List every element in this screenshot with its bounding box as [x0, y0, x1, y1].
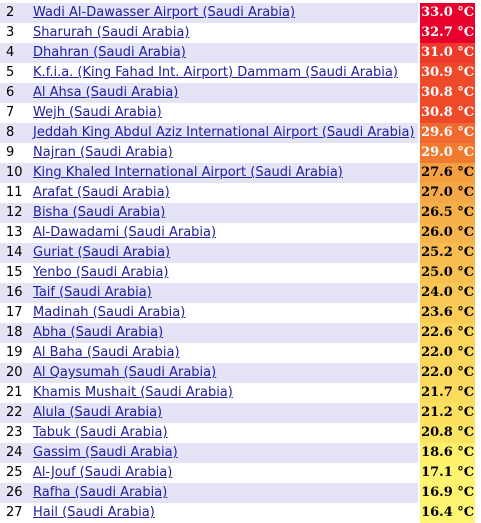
table-row — [0, 423, 481, 443]
station-link[interactable]: K.f.i.a. (King Fahad Int. Airport) Dammam (Saudi Arabia) — [33, 65, 398, 80]
station-link[interactable]: Al-Dawadami (Saudi Arabia) — [33, 225, 217, 240]
row-end-spacer — [475, 183, 481, 203]
row-end-spacer — [475, 483, 481, 503]
temperature-cell: 33.0 °C — [418, 3, 476, 23]
row-end-spacer — [475, 383, 481, 403]
temperature-cell: 21.7 °C — [418, 383, 476, 403]
temperature-cell: 20.8 °C — [418, 423, 476, 443]
station-cell — [33, 503, 418, 523]
station-link[interactable]: Gassim (Saudi Arabia) — [33, 445, 178, 460]
row-end-spacer — [475, 323, 481, 343]
station-link[interactable]: Rafha (Saudi Arabia) — [33, 485, 168, 500]
table-row — [0, 503, 481, 523]
station-link[interactable]: Alula (Saudi Arabia) — [33, 405, 163, 420]
table-body — [0, 3, 481, 523]
table-row — [0, 43, 481, 63]
temperature-ranking-table — [0, 3, 481, 523]
table-row — [0, 303, 481, 323]
station-link[interactable]: Wadi Al-Dawasser Airport (Saudi Arabia) — [33, 5, 296, 20]
temperature-cell: 30.9 °C — [418, 63, 476, 83]
temperature-cell: 27.6 °C — [418, 163, 476, 183]
rank-cell: 21 — [0, 383, 33, 403]
temperature-cell: 25.0 °C — [418, 263, 476, 283]
table-row — [0, 203, 481, 223]
table-row — [0, 83, 481, 103]
station-link[interactable]: Bisha (Saudi Arabia) — [33, 205, 166, 220]
station-cell — [33, 343, 418, 363]
temperature-cell: 25.2 °C — [418, 243, 476, 263]
row-end-spacer — [475, 363, 481, 383]
station-link[interactable]: Tabuk (Saudi Arabia) — [33, 425, 168, 440]
station-cell — [33, 203, 418, 223]
temperature-cell: 24.0 °C — [418, 283, 476, 303]
rank-cell: 24 — [0, 443, 33, 463]
rank-cell: 12 — [0, 203, 33, 223]
temperature-cell: 26.5 °C — [418, 203, 476, 223]
rank-cell: 26 — [0, 483, 33, 503]
table-row — [0, 363, 481, 383]
row-end-spacer — [475, 403, 481, 423]
station-cell — [33, 23, 418, 43]
table-row — [0, 283, 481, 303]
temperature-cell: 22.0 °C — [418, 363, 476, 383]
station-link[interactable]: Najran (Saudi Arabia) — [33, 145, 173, 160]
station-cell — [33, 163, 418, 183]
temperature-cell: 22.6 °C — [418, 323, 476, 343]
table-row — [0, 163, 481, 183]
station-link[interactable]: Khamis Mushait (Saudi Arabia) — [33, 385, 233, 400]
table-row — [0, 463, 481, 483]
row-end-spacer — [475, 83, 481, 103]
row-end-spacer — [475, 123, 481, 143]
rank-cell: 19 — [0, 343, 33, 363]
table-row — [0, 343, 481, 363]
rank-cell: 23 — [0, 423, 33, 443]
temperature-cell: 22.0 °C — [418, 343, 476, 363]
rank-cell: 10 — [0, 163, 33, 183]
rank-cell: 5 — [0, 63, 33, 83]
table-row — [0, 123, 481, 143]
row-end-spacer — [475, 503, 481, 523]
station-cell — [33, 283, 418, 303]
station-cell — [33, 403, 418, 423]
temperature-cell: 29.0 °C — [418, 143, 476, 163]
station-cell — [33, 143, 418, 163]
rank-cell: 16 — [0, 283, 33, 303]
station-cell — [33, 123, 418, 143]
station-cell — [33, 3, 418, 23]
row-end-spacer — [475, 303, 481, 323]
table-row — [0, 63, 481, 83]
row-end-spacer — [475, 103, 481, 123]
station-link[interactable]: King Khaled International Airport (Saudi Arabia) — [33, 165, 343, 180]
table-row — [0, 263, 481, 283]
temperature-cell: 27.0 °C — [418, 183, 476, 203]
table-row — [0, 23, 481, 43]
row-end-spacer — [475, 63, 481, 83]
rank-cell: 18 — [0, 323, 33, 343]
temperature-cell: 17.1 °C — [418, 463, 476, 483]
table-row — [0, 103, 481, 123]
station-link[interactable]: Guriat (Saudi Arabia) — [33, 245, 171, 260]
row-end-spacer — [475, 443, 481, 463]
rank-cell: 7 — [0, 103, 33, 123]
station-link[interactable]: Al Baha (Saudi Arabia) — [33, 345, 180, 360]
rank-cell: 2 — [0, 3, 33, 23]
row-end-spacer — [475, 3, 481, 23]
station-link[interactable]: Al Qaysumah (Saudi Arabia) — [33, 365, 217, 380]
temperature-cell: 26.0 °C — [418, 223, 476, 243]
station-link[interactable]: Madinah (Saudi Arabia) — [33, 305, 186, 320]
station-cell — [33, 363, 418, 383]
temperature-cell: 23.6 °C — [418, 303, 476, 323]
row-end-spacer — [475, 203, 481, 223]
temperature-cell: 32.7 °C — [418, 23, 476, 43]
station-cell — [33, 263, 418, 283]
table-row — [0, 243, 481, 263]
station-link[interactable]: Wejh (Saudi Arabia) — [33, 105, 162, 120]
station-cell — [33, 443, 418, 463]
station-cell — [33, 183, 418, 203]
table-row — [0, 483, 481, 503]
station-cell — [33, 83, 418, 103]
station-cell — [33, 423, 418, 443]
station-link[interactable]: Taif (Saudi Arabia) — [33, 285, 152, 300]
rank-cell: 11 — [0, 183, 33, 203]
rank-cell: 6 — [0, 83, 33, 103]
table-row — [0, 443, 481, 463]
station-link[interactable]: Hail (Saudi Arabia) — [33, 505, 155, 520]
rank-cell: 8 — [0, 123, 33, 143]
station-cell — [33, 103, 418, 123]
station-cell — [33, 383, 418, 403]
row-end-spacer — [475, 43, 481, 63]
rank-cell: 13 — [0, 223, 33, 243]
table-row — [0, 383, 481, 403]
station-link[interactable]: Arafat (Saudi Arabia) — [33, 185, 170, 200]
temperature-cell: 31.0 °C — [418, 43, 476, 63]
rank-cell: 4 — [0, 43, 33, 63]
row-end-spacer — [475, 423, 481, 443]
station-cell — [33, 243, 418, 263]
table-row — [0, 323, 481, 343]
temperature-cell: 16.4 °C — [418, 503, 476, 523]
temperature-cell: 18.6 °C — [418, 443, 476, 463]
rank-cell: 14 — [0, 243, 33, 263]
station-link[interactable]: Al Ahsa (Saudi Arabia) — [33, 85, 179, 100]
row-end-spacer — [475, 143, 481, 163]
row-end-spacer — [475, 23, 481, 43]
rank-cell: 22 — [0, 403, 33, 423]
row-end-spacer — [475, 163, 481, 183]
station-cell — [33, 303, 418, 323]
station-cell — [33, 43, 418, 63]
station-cell — [33, 483, 418, 503]
station-link[interactable]: Al-Jouf (Saudi Arabia) — [33, 465, 173, 480]
station-cell — [33, 323, 418, 343]
temperature-cell: 30.8 °C — [418, 83, 476, 103]
temperature-cell: 29.6 °C — [418, 123, 476, 143]
rank-cell: 9 — [0, 143, 33, 163]
rank-cell: 15 — [0, 263, 33, 283]
row-end-spacer — [475, 223, 481, 243]
table-row — [0, 183, 481, 203]
table-row — [0, 403, 481, 423]
row-end-spacer — [475, 243, 481, 263]
rank-cell: 20 — [0, 363, 33, 383]
temperature-cell: 30.8 °C — [418, 103, 476, 123]
station-link[interactable]: Dhahran (Saudi Arabia) — [33, 45, 186, 60]
station-cell — [33, 63, 418, 83]
station-cell — [33, 223, 418, 243]
station-cell — [33, 463, 418, 483]
table-row — [0, 143, 481, 163]
rank-cell: 25 — [0, 463, 33, 483]
row-end-spacer — [475, 283, 481, 303]
rank-cell: 3 — [0, 23, 33, 43]
temperature-cell: 16.9 °C — [418, 483, 476, 503]
table-row — [0, 3, 481, 23]
row-end-spacer — [475, 263, 481, 283]
station-link[interactable]: Abha (Saudi Arabia) — [33, 325, 164, 340]
row-end-spacer — [475, 463, 481, 483]
row-end-spacer — [475, 343, 481, 363]
table-row — [0, 223, 481, 243]
station-link[interactable]: Yenbo (Saudi Arabia) — [33, 265, 169, 280]
rank-cell: 17 — [0, 303, 33, 323]
temperature-cell: 21.2 °C — [418, 403, 476, 423]
station-link[interactable]: Jeddah King Abdul Aziz International Airport (Saudi Arabia) — [33, 125, 415, 140]
rank-cell: 27 — [0, 503, 33, 523]
station-link[interactable]: Sharurah (Saudi Arabia) — [33, 25, 190, 40]
